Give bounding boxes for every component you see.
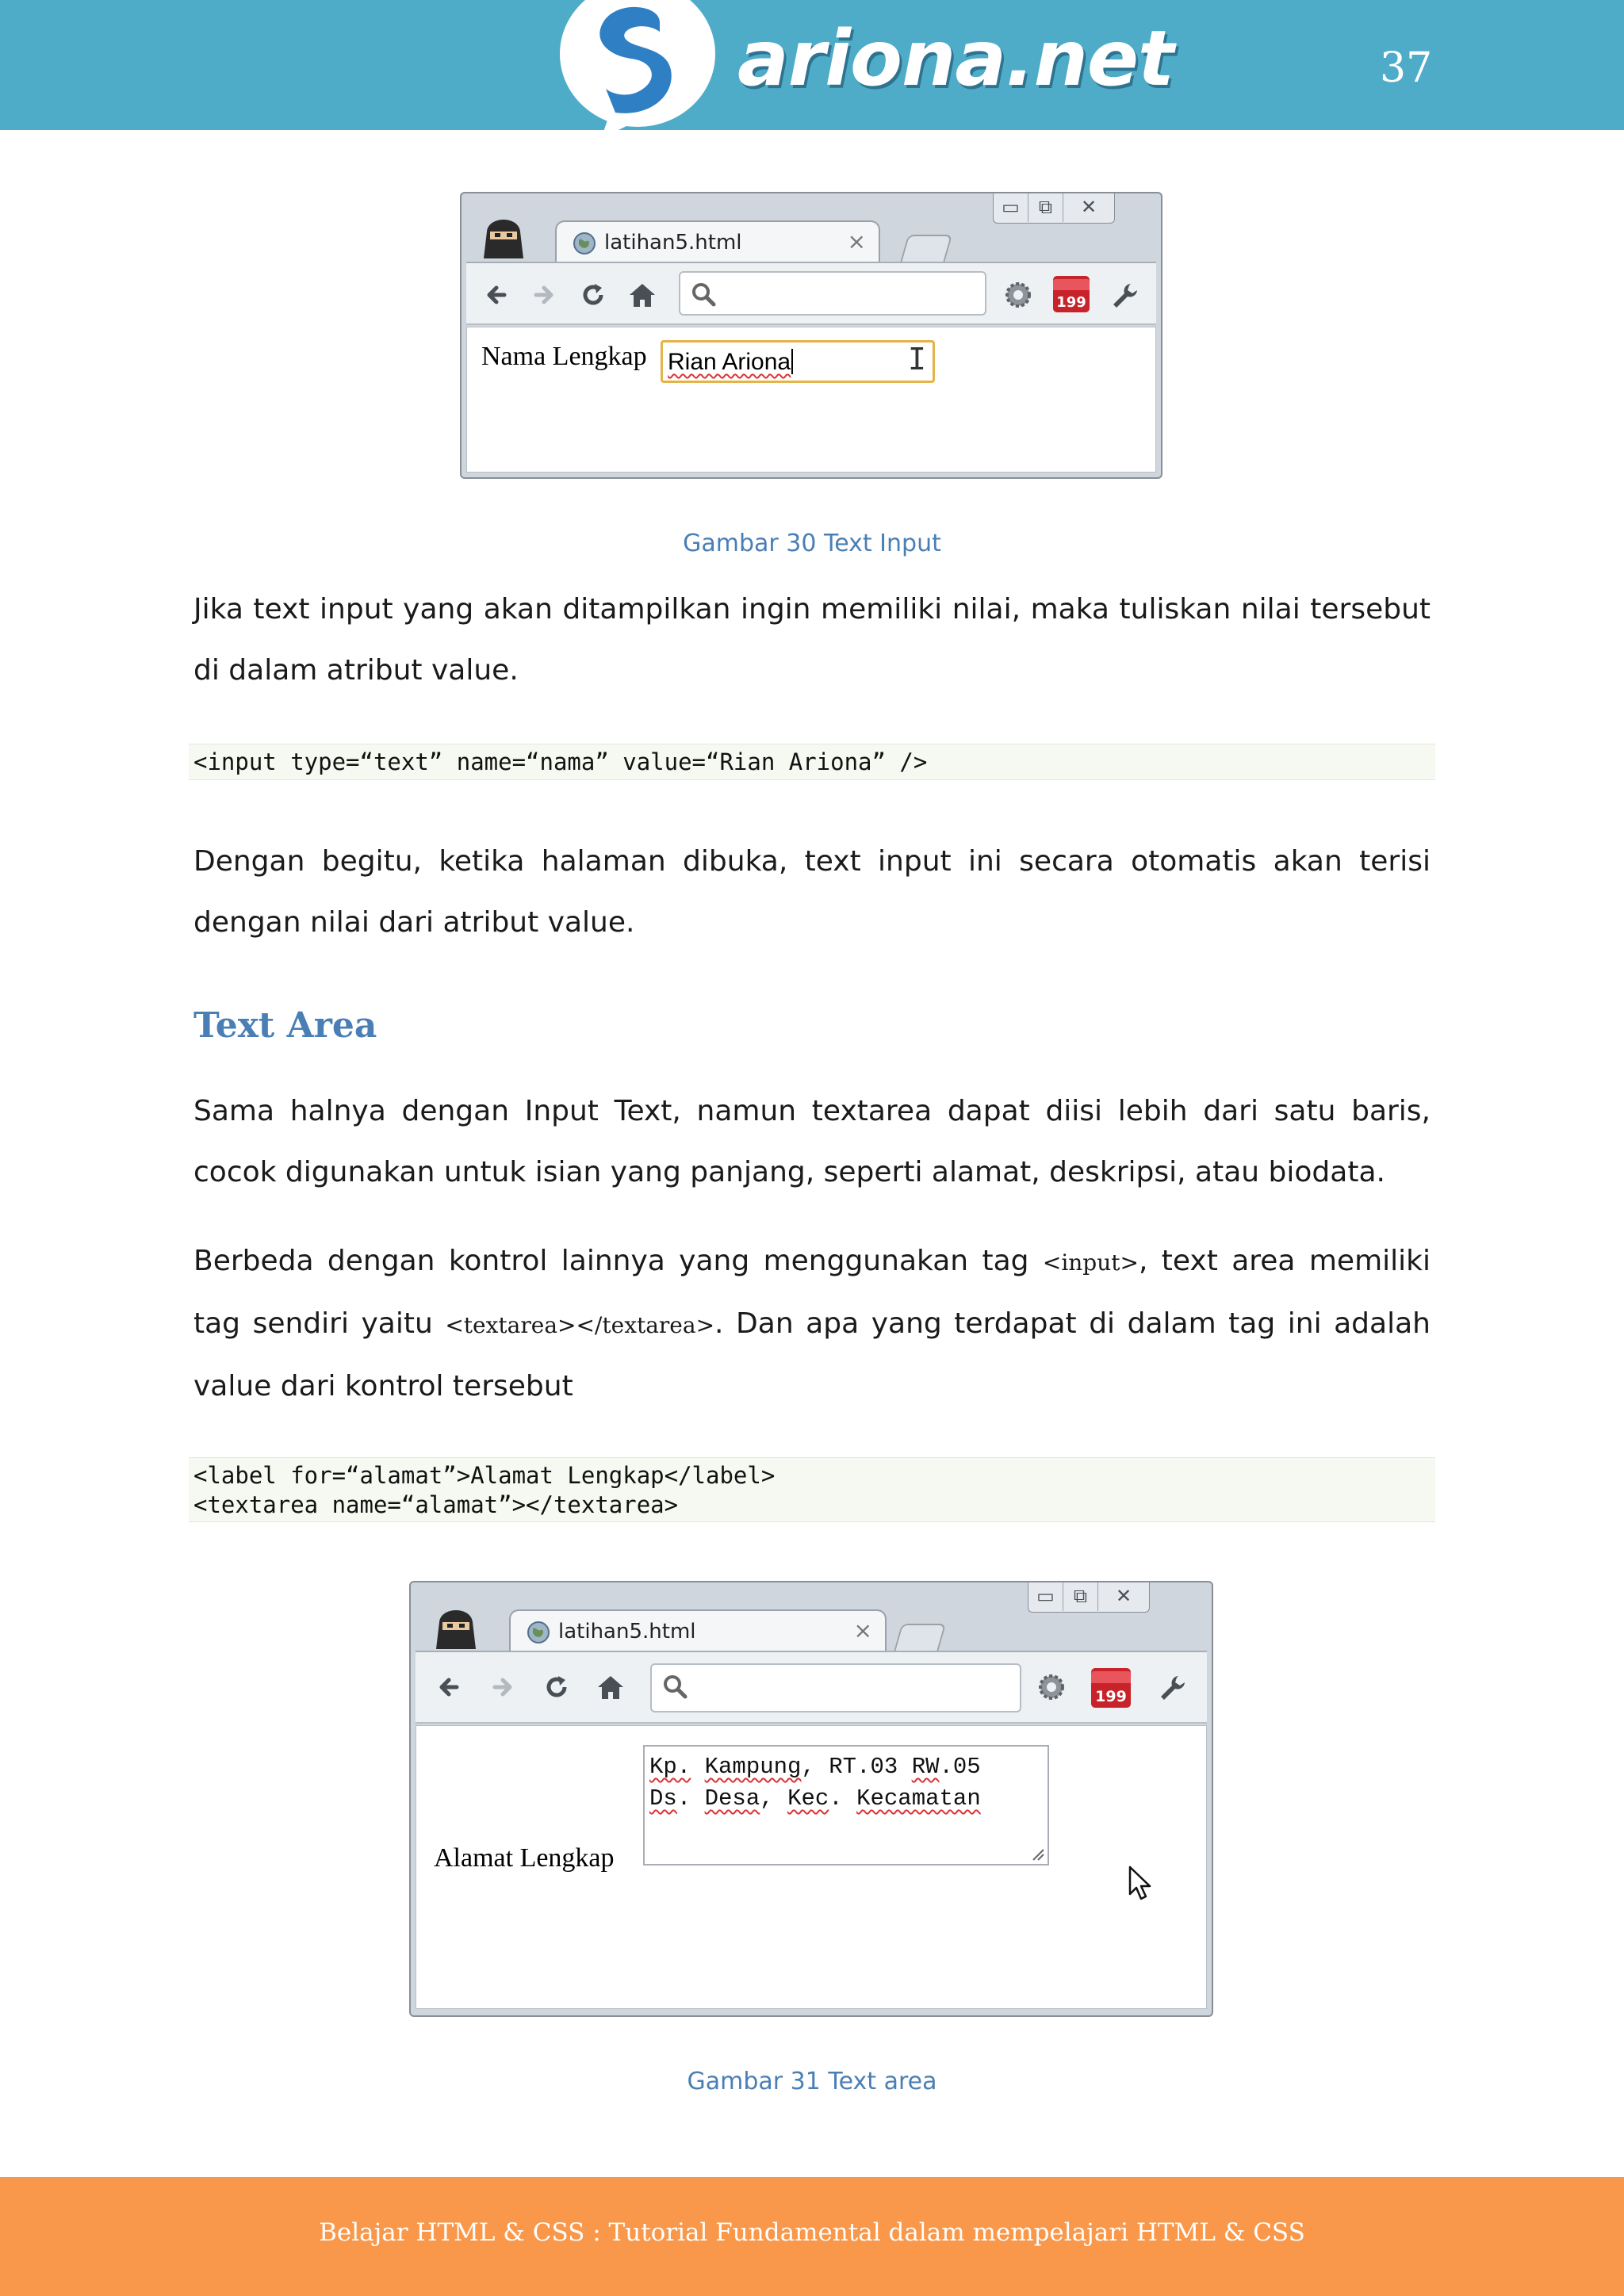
wrench-icon[interactable] bbox=[1109, 279, 1140, 311]
page-footer bbox=[0, 2177, 1624, 2296]
forward-arrow-icon[interactable] bbox=[487, 1671, 519, 1703]
extension-badge[interactable] bbox=[1091, 1668, 1131, 1708]
inline-code-input: <input> bbox=[1042, 1249, 1139, 1276]
logo-icon bbox=[555, 0, 720, 141]
figure-caption-31: Gambar 31 Text area bbox=[687, 2068, 937, 2095]
address-bar[interactable] bbox=[679, 271, 986, 316]
tab-close-icon[interactable]: × bbox=[853, 1617, 872, 1644]
new-tab-button[interactable] bbox=[894, 1624, 946, 1652]
figure-caption-30: Gambar 30 Text Input bbox=[683, 530, 941, 557]
alamat-textarea[interactable] bbox=[643, 1745, 1049, 1866]
home-icon[interactable] bbox=[626, 279, 658, 311]
home-icon[interactable] bbox=[595, 1671, 626, 1703]
text-cursor-icon: I bbox=[908, 342, 926, 377]
back-arrow-icon[interactable] bbox=[481, 279, 512, 311]
paragraph-textarea-tag: Berbeda dengan kontrol lainnya yang menggunakan tag <input>, text area memiliki tag sendiri yaitu <textarea></textarea>. Dan apa yang terdapat di dalam tag ini adalah value dari kontrol tersebut bbox=[193, 1245, 1431, 1402]
search-icon bbox=[690, 281, 717, 308]
textarea-line-1: Kp. Kampung, RT.03 RW.05 bbox=[649, 1754, 981, 1780]
new-tab-button[interactable] bbox=[900, 235, 952, 263]
alamat-lengkap-label: Alamat Lengkap bbox=[434, 1843, 615, 1873]
code-block-input bbox=[189, 744, 1435, 780]
globe-icon bbox=[573, 232, 596, 255]
minimize-icon: ▭ bbox=[1028, 1582, 1063, 1611]
browser-viewport bbox=[416, 1725, 1207, 2009]
extension-badge[interactable] bbox=[1053, 276, 1090, 312]
window-controls bbox=[993, 193, 1115, 224]
textarea-line-2: Ds. Desa, Kec. Kecamatan bbox=[649, 1785, 981, 1812]
maximize-icon: ⧉ bbox=[1028, 193, 1063, 222]
mouse-pointer-icon bbox=[1128, 1866, 1152, 1902]
ninja-avatar-icon bbox=[479, 208, 528, 260]
close-window-icon: ✕ bbox=[1115, 1585, 1132, 1607]
browser-screenshot-textarea bbox=[409, 1581, 1213, 2017]
paragraph-textarea-intro: Sama halnya dengan Input Text, namun textarea dapat diisi lebih dari satu baris, cocok digunakan untuk isian yang panjang, seperti alamat, deskripsi, atau biodata. bbox=[193, 1095, 1431, 1188]
nama-lengkap-input[interactable]: Rian Ariona bbox=[661, 340, 935, 383]
search-icon bbox=[661, 1673, 688, 1700]
maximize-icon: ⧉ bbox=[1063, 1582, 1098, 1611]
forward-arrow-icon[interactable] bbox=[528, 279, 560, 311]
reload-icon[interactable] bbox=[577, 279, 609, 311]
inline-code-textarea: <textarea></textarea> bbox=[445, 1312, 715, 1338]
page-number: 37 bbox=[1380, 44, 1433, 92]
browser-toolbar bbox=[416, 1651, 1207, 1724]
globe-icon bbox=[527, 1621, 550, 1644]
tab-title: latihan5.html bbox=[604, 231, 742, 254]
extension-gear-icon[interactable] bbox=[1036, 1671, 1067, 1703]
page-header bbox=[0, 0, 1624, 130]
browser-screenshot-text-input bbox=[460, 192, 1162, 479]
close-window-icon: ✕ bbox=[1080, 196, 1097, 218]
browser-tab[interactable] bbox=[509, 1609, 887, 1652]
reload-icon[interactable] bbox=[541, 1671, 573, 1703]
badge-count: 199 bbox=[1056, 294, 1086, 311]
code-block-textarea bbox=[189, 1457, 1435, 1522]
back-arrow-icon[interactable] bbox=[433, 1671, 465, 1703]
address-bar[interactable] bbox=[650, 1663, 1021, 1712]
browser-tab[interactable] bbox=[555, 220, 880, 263]
resize-grip-icon[interactable] bbox=[1030, 1846, 1044, 1861]
extension-gear-icon[interactable] bbox=[1002, 279, 1034, 311]
browser-toolbar bbox=[466, 262, 1156, 325]
window-controls bbox=[1028, 1582, 1150, 1613]
browser-viewport bbox=[466, 327, 1156, 473]
ninja-avatar-icon bbox=[431, 1598, 481, 1651]
code-line: <textarea name=“alamat”></textarea> bbox=[193, 1491, 679, 1518]
logo-text: ariona.net bbox=[737, 14, 1174, 103]
badge-count: 199 bbox=[1095, 1688, 1127, 1705]
paragraph-auto-fill: Dengan begitu, ketika halaman dibuka, text input ini secara otomatis akan terisi dengan nilai dari atribut value. bbox=[193, 845, 1431, 939]
footer-text: Belajar HTML & CSS : Tutorial Fundamental dalam mempelajari HTML & CSS bbox=[319, 2218, 1305, 2247]
tab-close-icon[interactable]: × bbox=[847, 228, 866, 254]
code-line: <input type=“text” name=“nama” value=“Rian Ariona” /> bbox=[193, 748, 928, 775]
section-heading-text-area: Text Area bbox=[193, 1005, 377, 1046]
code-line: <label for=“alamat”>Alamat Lengkap</label> bbox=[193, 1462, 776, 1489]
nama-lengkap-label: Nama Lengkap bbox=[481, 342, 647, 371]
paragraph-value-attribute: Jika text input yang akan ditampilkan ingin memiliki nilai, maka tuliskan nilai tersebut di dalam atribut value. bbox=[193, 593, 1431, 687]
tab-title: latihan5.html bbox=[558, 1620, 696, 1644]
wrench-icon[interactable] bbox=[1156, 1671, 1188, 1703]
minimize-icon: ▭ bbox=[994, 193, 1028, 222]
